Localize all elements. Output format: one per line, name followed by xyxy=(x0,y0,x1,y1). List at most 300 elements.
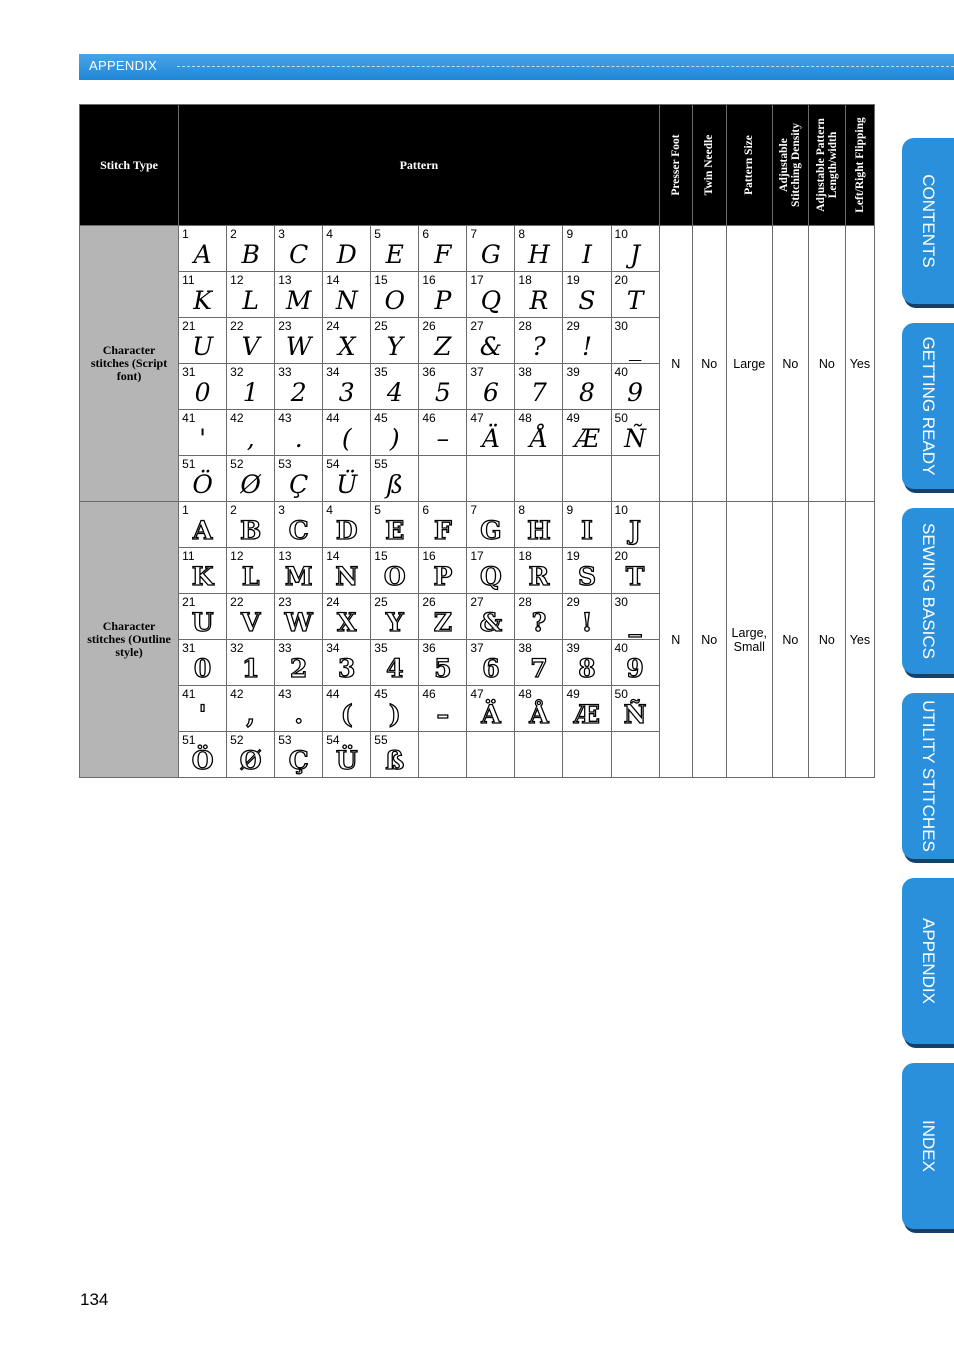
pattern-glyph: O xyxy=(383,562,406,591)
pattern-number: 42 xyxy=(230,411,244,425)
pattern-cell xyxy=(611,364,659,410)
pattern-number: 17 xyxy=(470,549,484,563)
pattern-glyph: Ü xyxy=(335,746,358,775)
pattern-cell xyxy=(323,548,371,594)
pattern-glyph: 1 xyxy=(241,654,260,683)
pattern-number: 37 xyxy=(470,641,484,655)
pattern-number: 37 xyxy=(470,365,484,379)
pattern-cell xyxy=(467,732,515,778)
pattern-cell xyxy=(467,548,515,594)
pattern-glyph: X xyxy=(337,608,357,637)
pattern-cell xyxy=(419,456,467,502)
pattern-number: 23 xyxy=(278,319,292,333)
pattern-glyph: R xyxy=(529,286,549,315)
header-density-text: Adjustable Stitching Density xyxy=(778,122,803,208)
pattern-glyph: ( xyxy=(341,424,352,453)
pattern-cell xyxy=(227,594,275,640)
pattern-cell xyxy=(563,226,611,272)
stitch-table xyxy=(79,104,875,778)
pattern-cell xyxy=(611,594,659,640)
pattern-number: 27 xyxy=(470,319,484,333)
pattern-number: 1 xyxy=(182,503,189,517)
pattern-cell xyxy=(371,410,419,456)
pattern-number: 2 xyxy=(230,503,237,517)
prop-twin-needle: No xyxy=(692,226,726,502)
header-density xyxy=(772,105,808,226)
pattern-cell xyxy=(371,272,419,318)
pattern-cell xyxy=(563,548,611,594)
pattern-number: 7 xyxy=(470,503,478,517)
pattern-cell xyxy=(323,318,371,364)
pattern-glyph: T xyxy=(625,562,645,591)
pattern-cell xyxy=(611,272,659,318)
pattern-glyph: 3 xyxy=(338,654,356,683)
pattern-glyph: 4 xyxy=(386,378,403,407)
pattern-glyph: L xyxy=(242,286,259,315)
pattern-number: 15 xyxy=(374,549,388,563)
pattern-glyph: 6 xyxy=(482,654,500,683)
pattern-cell xyxy=(323,364,371,410)
header-pattern-size xyxy=(726,105,772,226)
pattern-glyph: 3 xyxy=(338,378,355,407)
pattern-number: 36 xyxy=(422,641,436,655)
pattern-number: 39 xyxy=(566,365,580,379)
tab-appendix[interactable] xyxy=(902,878,954,1044)
pattern-cell xyxy=(611,640,659,686)
prop-pattern-size: Large xyxy=(726,226,772,502)
pattern-glyph: ' xyxy=(198,700,207,729)
pattern-number: 47 xyxy=(470,411,484,425)
pattern-glyph: M xyxy=(285,286,312,315)
pattern-number: 13 xyxy=(278,273,292,287)
prop-presser-foot: N xyxy=(659,226,692,502)
pattern-number: 8 xyxy=(518,227,526,241)
tab-sewing-basics-label: SEWING BASICS xyxy=(919,522,938,660)
pattern-cell xyxy=(563,318,611,364)
table-row xyxy=(80,226,875,272)
pattern-cell xyxy=(371,318,419,364)
pattern-number: 54 xyxy=(326,733,340,747)
stitch-type-label: Character stitches (Script font) xyxy=(80,226,179,502)
prop-length-width: No xyxy=(808,226,845,502)
pattern-cell xyxy=(467,318,515,364)
pattern-glyph: D xyxy=(335,516,358,545)
pattern-number: 13 xyxy=(278,549,292,563)
pattern-cell xyxy=(611,548,659,594)
pattern-number: 15 xyxy=(374,273,388,287)
pattern-glyph: 2 xyxy=(290,378,307,407)
pattern-cell xyxy=(323,686,371,732)
pattern-cell xyxy=(323,272,371,318)
pattern-cell xyxy=(419,410,467,456)
pattern-cell xyxy=(563,732,611,778)
pattern-glyph: ß xyxy=(385,746,405,775)
pattern-number: 54 xyxy=(326,457,340,471)
prop-flipping: Yes xyxy=(845,502,874,778)
pattern-glyph: I xyxy=(581,516,593,545)
pattern-number: 29 xyxy=(566,595,580,609)
pattern-number: 31 xyxy=(182,641,196,655)
pattern-cell xyxy=(611,456,659,502)
prop-presser-foot: N xyxy=(659,502,692,778)
pattern-glyph: ) xyxy=(389,424,400,453)
pattern-glyph: _ xyxy=(628,608,642,637)
pattern-glyph: Ö xyxy=(191,746,214,775)
header-twin-needle-text: Twin Needle xyxy=(703,134,716,196)
pattern-number: 4 xyxy=(326,503,333,517)
pattern-number: 55 xyxy=(374,457,388,471)
pattern-cell xyxy=(563,640,611,686)
pattern-cell xyxy=(419,686,467,732)
header-pattern-size-text: Pattern Size xyxy=(743,135,756,195)
pattern-cell xyxy=(419,548,467,594)
pattern-glyph: , xyxy=(246,700,256,729)
pattern-number: 10 xyxy=(614,227,628,241)
pattern-glyph: Ü xyxy=(336,470,358,499)
pattern-number: 2 xyxy=(230,227,237,241)
pattern-glyph: F xyxy=(433,516,452,545)
pattern-glyph: Ä xyxy=(481,700,501,729)
pattern-glyph: E xyxy=(385,516,405,545)
pattern-glyph: L xyxy=(241,562,260,591)
pattern-glyph: N xyxy=(335,562,359,591)
pattern-cell xyxy=(371,686,419,732)
pattern-glyph: , xyxy=(246,424,255,453)
pattern-glyph: . xyxy=(294,700,304,729)
pattern-number: 14 xyxy=(326,549,340,563)
pattern-number: 50 xyxy=(614,411,628,425)
pattern-number: 22 xyxy=(230,595,244,609)
pattern-glyph: M xyxy=(284,562,313,591)
pattern-cell xyxy=(371,226,419,272)
pattern-cell xyxy=(227,548,275,594)
pattern-cell xyxy=(515,410,563,456)
pattern-glyph: 0 xyxy=(194,378,211,407)
pattern-glyph: Ñ xyxy=(623,700,647,729)
prop-twin-needle: No xyxy=(692,502,726,778)
pattern-cell xyxy=(419,594,467,640)
pattern-number: 42 xyxy=(230,687,244,701)
pattern-cell xyxy=(227,640,275,686)
pattern-glyph: 4 xyxy=(386,654,404,683)
pattern-number: 17 xyxy=(470,273,484,287)
pattern-cell xyxy=(467,594,515,640)
pattern-cell xyxy=(227,686,275,732)
pattern-number: 46 xyxy=(422,687,436,701)
pattern-glyph: Y xyxy=(386,332,404,361)
header-length-width-text: Adjustable Pattern Length/width xyxy=(814,118,839,212)
pattern-glyph: F xyxy=(434,240,452,269)
pattern-number: 36 xyxy=(422,365,436,379)
pattern-glyph: N xyxy=(335,286,358,315)
pattern-number: 3 xyxy=(278,227,285,241)
pattern-number: 41 xyxy=(182,411,196,425)
pattern-cell xyxy=(323,732,371,778)
pattern-glyph: Ç xyxy=(289,470,309,499)
pattern-glyph: 5 xyxy=(434,378,451,407)
pattern-number: 23 xyxy=(278,595,292,609)
pattern-cell xyxy=(371,456,419,502)
pattern-glyph: 7 xyxy=(530,654,548,683)
pattern-glyph: & xyxy=(479,608,503,637)
pattern-glyph: Ñ xyxy=(624,424,647,453)
pattern-number: 9 xyxy=(566,227,574,241)
pattern-glyph: W xyxy=(285,332,312,361)
pattern-glyph: B xyxy=(240,516,262,545)
pattern-cell xyxy=(515,686,563,732)
pattern-glyph: Æ xyxy=(574,424,600,453)
pattern-number: 29 xyxy=(566,319,580,333)
pattern-glyph: Q xyxy=(480,562,502,591)
pattern-number: 38 xyxy=(518,365,532,379)
pattern-glyph: B xyxy=(241,240,260,269)
pattern-number: 40 xyxy=(614,641,628,655)
pattern-glyph: U xyxy=(192,332,214,361)
tab-utility-stitches[interactable] xyxy=(902,693,954,859)
pattern-glyph: I xyxy=(582,240,592,269)
pattern-cell xyxy=(515,640,563,686)
pattern-number: 48 xyxy=(518,687,532,701)
pattern-cell xyxy=(515,732,563,778)
header-length-width xyxy=(808,105,845,226)
pattern-cell xyxy=(371,364,419,410)
tab-index[interactable] xyxy=(902,1063,954,1229)
pattern-number: 32 xyxy=(230,641,244,655)
pattern-cell xyxy=(563,502,611,548)
pattern-cell xyxy=(467,364,515,410)
pattern-cell xyxy=(611,732,659,778)
pattern-cell xyxy=(419,272,467,318)
pattern-cell xyxy=(611,686,659,732)
tab-utility-stitches-label: UTILITY STITCHES xyxy=(919,700,938,852)
section-label: APPENDIX xyxy=(89,58,158,73)
pattern-glyph: V xyxy=(241,332,260,361)
pattern-glyph: K xyxy=(193,286,212,315)
pattern-cell xyxy=(515,548,563,594)
pattern-number: 3 xyxy=(278,503,285,517)
pattern-cell xyxy=(275,318,323,364)
pattern-cell xyxy=(515,318,563,364)
pattern-number: 43 xyxy=(278,411,292,425)
pattern-number: 51 xyxy=(182,457,196,471)
pattern-number: 19 xyxy=(566,549,580,563)
tab-contents[interactable] xyxy=(902,138,954,304)
header-flipping xyxy=(845,105,874,226)
pattern-number: 20 xyxy=(614,273,628,287)
pattern-glyph: ! xyxy=(581,332,593,361)
pattern-number: 52 xyxy=(230,457,244,471)
prop-flipping: Yes xyxy=(845,226,874,502)
pattern-number: 34 xyxy=(326,641,340,655)
pattern-number: 48 xyxy=(518,411,532,425)
pattern-number: 6 xyxy=(422,227,430,241)
section-header-bar xyxy=(79,54,954,80)
pattern-number: 40 xyxy=(614,365,628,379)
pattern-number: 28 xyxy=(518,595,532,609)
pattern-glyph: – xyxy=(436,700,450,729)
prop-length-width: No xyxy=(808,502,845,778)
pattern-glyph: J xyxy=(630,240,641,269)
pattern-number: 26 xyxy=(422,319,436,333)
pattern-cell xyxy=(323,226,371,272)
pattern-glyph: H xyxy=(528,240,550,269)
pattern-cell xyxy=(467,640,515,686)
pattern-cell xyxy=(371,502,419,548)
pattern-cell xyxy=(179,640,227,686)
pattern-glyph: 8 xyxy=(578,654,596,683)
tab-appendix-label: APPENDIX xyxy=(919,918,938,1004)
pattern-glyph: Y xyxy=(385,608,404,637)
pattern-cell xyxy=(515,272,563,318)
tab-sewing-basics[interactable] xyxy=(902,508,954,674)
pattern-glyph: 7 xyxy=(530,378,547,407)
pattern-number: 16 xyxy=(422,549,436,563)
pattern-glyph: S xyxy=(578,286,596,315)
pattern-number: 24 xyxy=(326,319,340,333)
pattern-glyph: Ç xyxy=(288,746,309,775)
pattern-cell xyxy=(179,502,227,548)
pattern-number: 43 xyxy=(278,687,292,701)
tab-getting-ready-label: GETTING READY xyxy=(919,336,938,476)
pattern-glyph: K xyxy=(191,562,214,591)
pattern-cell xyxy=(323,594,371,640)
pattern-cell xyxy=(467,226,515,272)
pattern-cell xyxy=(467,410,515,456)
pattern-cell xyxy=(515,594,563,640)
pattern-cell xyxy=(179,456,227,502)
pattern-number: 35 xyxy=(374,641,388,655)
pattern-cell xyxy=(611,226,659,272)
pattern-number: 45 xyxy=(374,687,388,701)
pattern-number: 18 xyxy=(518,549,532,563)
pattern-cell xyxy=(275,456,323,502)
tab-contents-label: CONTENTS xyxy=(919,174,938,268)
pattern-cell xyxy=(419,318,467,364)
pattern-number: 44 xyxy=(326,687,340,701)
pattern-glyph: 2 xyxy=(290,654,308,683)
pattern-cell xyxy=(371,548,419,594)
pattern-glyph: _ xyxy=(628,332,642,361)
pattern-number: 41 xyxy=(182,687,196,701)
pattern-cell xyxy=(563,272,611,318)
tab-getting-ready[interactable] xyxy=(902,323,954,489)
pattern-glyph: 6 xyxy=(482,378,499,407)
pattern-cell xyxy=(323,456,371,502)
pattern-cell xyxy=(179,364,227,410)
pattern-cell xyxy=(419,640,467,686)
pattern-glyph: Z xyxy=(434,332,452,361)
pattern-number: 50 xyxy=(614,687,628,701)
pattern-number: 11 xyxy=(182,549,195,563)
pattern-number: 25 xyxy=(374,595,388,609)
stitch-type-label: Character stitches (Outline style) xyxy=(80,502,179,778)
pattern-cell xyxy=(227,502,275,548)
header-twin-needle xyxy=(692,105,726,226)
pattern-cell xyxy=(275,732,323,778)
pattern-cell xyxy=(227,272,275,318)
pattern-glyph: – xyxy=(436,424,450,453)
pattern-number: 22 xyxy=(230,319,244,333)
pattern-number: 28 xyxy=(518,319,532,333)
pattern-cell xyxy=(563,686,611,732)
pattern-glyph: 1 xyxy=(242,378,259,407)
pattern-glyph: ß xyxy=(386,470,404,499)
pattern-number: 12 xyxy=(230,549,244,563)
pattern-cell xyxy=(467,456,515,502)
pattern-number: 52 xyxy=(230,733,244,747)
pattern-cell xyxy=(275,640,323,686)
pattern-number: 39 xyxy=(566,641,580,655)
pattern-cell xyxy=(371,732,419,778)
pattern-number: 5 xyxy=(374,503,381,517)
pattern-cell xyxy=(419,732,467,778)
pattern-glyph: O xyxy=(384,286,406,315)
pattern-glyph: Q xyxy=(480,286,502,315)
pattern-cell xyxy=(611,410,659,456)
pattern-number: 9 xyxy=(566,503,574,517)
pattern-glyph: W xyxy=(284,608,313,637)
pattern-cell xyxy=(275,364,323,410)
pattern-glyph: J xyxy=(629,516,642,545)
pattern-glyph: ? xyxy=(532,332,546,361)
pattern-glyph: Å xyxy=(529,700,549,729)
pattern-number: 18 xyxy=(518,273,532,287)
pattern-cell xyxy=(227,410,275,456)
pattern-number: 5 xyxy=(374,227,381,241)
pattern-glyph: R xyxy=(528,562,550,591)
pattern-glyph: Ø xyxy=(240,470,261,499)
pattern-glyph: ! xyxy=(581,608,593,637)
pattern-glyph: A xyxy=(193,240,212,269)
pattern-cell xyxy=(563,410,611,456)
pattern-cell xyxy=(179,594,227,640)
table-row xyxy=(80,502,875,548)
pattern-number: 20 xyxy=(614,549,628,563)
pattern-cell xyxy=(179,226,227,272)
pattern-cell xyxy=(323,410,371,456)
pattern-cell xyxy=(515,364,563,410)
pattern-cell xyxy=(275,686,323,732)
pattern-glyph: & xyxy=(479,332,503,361)
pattern-glyph: 5 xyxy=(434,654,452,683)
pattern-glyph: Ø xyxy=(239,746,262,775)
pattern-number: 45 xyxy=(374,411,388,425)
pattern-number: 7 xyxy=(470,227,478,241)
prop-density: No xyxy=(772,502,808,778)
pattern-number: 33 xyxy=(278,365,292,379)
pattern-number: 35 xyxy=(374,365,388,379)
pattern-cell xyxy=(275,594,323,640)
pattern-glyph: D xyxy=(336,240,357,269)
pattern-cell xyxy=(179,732,227,778)
pattern-cell xyxy=(467,686,515,732)
pattern-number: 47 xyxy=(470,687,484,701)
pattern-number: 30 xyxy=(614,595,628,609)
pattern-number: 44 xyxy=(326,411,340,425)
pattern-number: 34 xyxy=(326,365,340,379)
pattern-cell xyxy=(515,226,563,272)
pattern-cell xyxy=(467,502,515,548)
pattern-glyph: Ä xyxy=(481,424,500,453)
pattern-cell xyxy=(611,502,659,548)
tab-index-label: INDEX xyxy=(919,1120,938,1172)
pattern-number: 8 xyxy=(518,503,526,517)
header-divider xyxy=(177,66,954,67)
pattern-glyph: Æ xyxy=(574,700,600,729)
pattern-number: 6 xyxy=(422,503,430,517)
pattern-cell xyxy=(563,594,611,640)
header-stitch-type: Stitch Type xyxy=(80,105,179,226)
